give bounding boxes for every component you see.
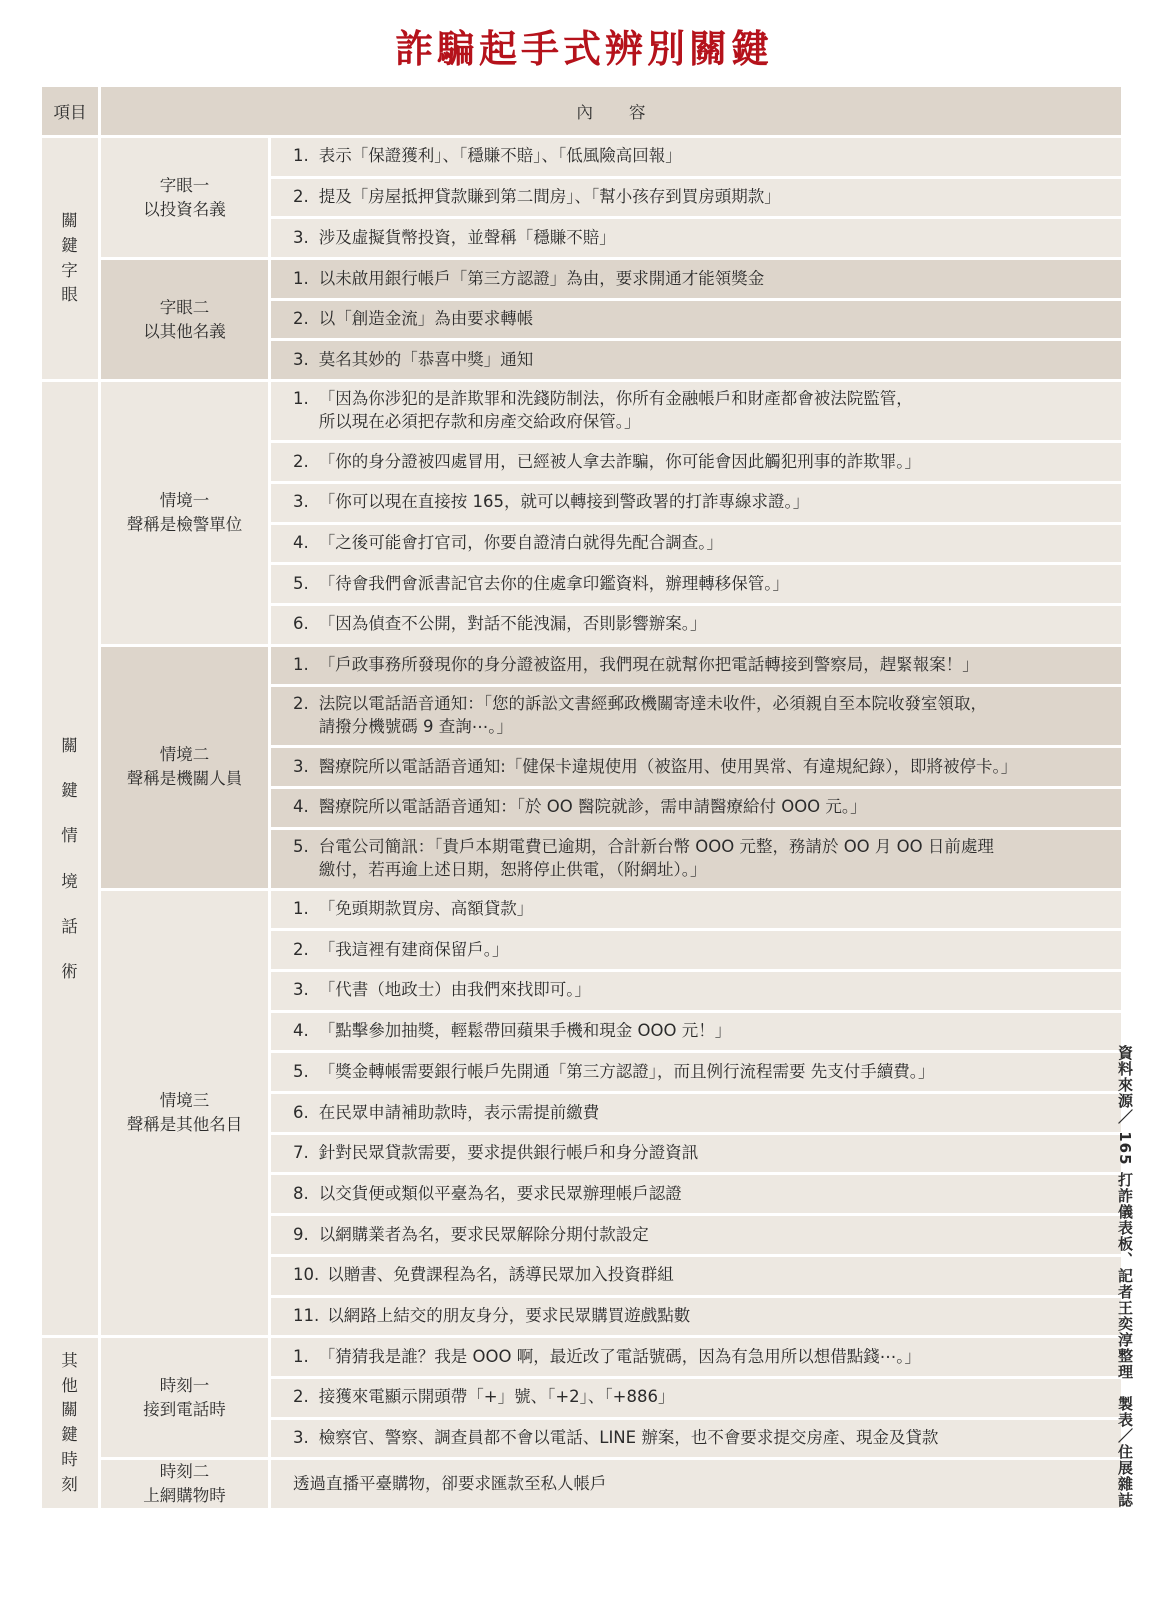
table-row bbox=[42, 647, 1121, 685]
item-text: 以未啟用銀行帳戶「第三方認證」為由，要求開通才能領獎金 bbox=[318, 268, 765, 288]
item-text: 「免頭期款買房、高額貸款」 bbox=[318, 899, 534, 919]
group-label: 時刻二 上網購物時 bbox=[101, 1460, 268, 1508]
category-cell: 其 他 關 鍵 時 刻 bbox=[42, 1338, 98, 1508]
item-text: 「因為偵查不公開，對話不能洩漏，否則影響辦案。」 bbox=[318, 614, 707, 634]
item-number: 2. bbox=[293, 694, 309, 714]
list-item bbox=[293, 145, 1115, 168]
table-row bbox=[42, 891, 1121, 929]
item-number: 4. bbox=[293, 1021, 309, 1041]
item-number: 1. bbox=[293, 1346, 309, 1366]
list-item bbox=[293, 613, 1115, 636]
category-cell: 關 鍵 字 眼 bbox=[42, 138, 98, 379]
item-cell bbox=[271, 1013, 1121, 1051]
item-text: 以贈書、免費課程為名，誘導民眾加入投資群組 bbox=[327, 1265, 674, 1285]
item-text: 「戶政事務所發現你的身分證被盜用，我們現在就幫你把電話轉接到警察局，趕緊報案！」 bbox=[318, 655, 979, 675]
item-number: 1. bbox=[293, 146, 309, 166]
list-item bbox=[293, 1102, 1115, 1125]
table-row bbox=[42, 138, 1121, 176]
item-text: 「因為你涉犯的是詐欺罪和洗錢防制法，你所有金融帳戶和財產都會被法院監管， 所以現在必須把存款和房產交給政府保管。」 bbox=[318, 389, 913, 432]
list-item bbox=[293, 1061, 1115, 1084]
item-text: 「我這裡有建商保留戶。」 bbox=[318, 939, 509, 959]
item-number: 1. bbox=[293, 655, 309, 675]
item-number: 4. bbox=[293, 797, 309, 817]
item-number: 3. bbox=[293, 349, 309, 369]
item-number: 5. bbox=[293, 1061, 309, 1081]
list-item bbox=[293, 1346, 1115, 1369]
page-title: 詐騙起手式辨別關鍵 bbox=[394, 26, 773, 71]
item-number: 3. bbox=[293, 756, 309, 776]
list-item bbox=[293, 756, 1115, 779]
fraud-table bbox=[39, 84, 1124, 1511]
category-cell: 關 鍵 情 境 話 術 bbox=[42, 382, 98, 1335]
item-text: 醫療院所以電話語音通知：「於 OO 醫院就診，需申請醫療給付 OOO 元。」 bbox=[318, 797, 867, 817]
item-text: 「你的身分證被四處冒用，已經被人拿去詐騙，你可能會因此觸犯刑事的詐欺罪。」 bbox=[318, 451, 921, 471]
item-number: 7. bbox=[293, 1143, 309, 1163]
item-number: 1. bbox=[293, 899, 309, 919]
list-item bbox=[293, 349, 1115, 372]
item-cell bbox=[271, 789, 1121, 827]
list-item bbox=[293, 1427, 1115, 1450]
item-text: 提及「房屋抵押貸款賺到第二間房」、「幫小孩存到買房頭期款」 bbox=[318, 187, 781, 207]
list-item bbox=[293, 388, 1115, 434]
item-text: 法院以電話語音通知：「您的訴訟文書經郵政機關寄達未收件，必須親自至本院收發室領取， 請撥分機號碼 9 查詢⋯。」 bbox=[318, 694, 987, 737]
item-text: 透過直播平臺購物，卻要求匯款至私人帳戶 bbox=[293, 1473, 607, 1493]
item-cell bbox=[271, 219, 1121, 257]
item-number: 2. bbox=[293, 1387, 309, 1407]
list-item bbox=[293, 1473, 1115, 1496]
list-item bbox=[293, 491, 1115, 514]
item-cell bbox=[271, 931, 1121, 969]
item-cell bbox=[271, 1298, 1121, 1336]
list-item bbox=[293, 693, 1115, 739]
item-number: 5. bbox=[293, 573, 309, 593]
list-item bbox=[293, 654, 1115, 677]
item-text: 「點擊參加抽獎，輕鬆帶回蘋果手機和現金 OOO 元！」 bbox=[318, 1021, 732, 1041]
item-text: 在民眾申請補助款時，表示需提前繳費 bbox=[318, 1102, 600, 1122]
item-number: 1. bbox=[293, 389, 309, 409]
list-item bbox=[293, 1224, 1115, 1247]
item-text: 醫療院所以電話語音通知:「健保卡違規使用（被盜用、使用異常、有違規紀錄），即將被停卡。」 bbox=[318, 756, 1018, 776]
item-cell bbox=[271, 748, 1121, 786]
item-cell bbox=[271, 1338, 1121, 1376]
list-item bbox=[293, 1183, 1115, 1206]
item-cell bbox=[271, 179, 1121, 217]
group-label: 時刻一 接到電話時 bbox=[101, 1338, 268, 1457]
group-label: 字眼二 以其他名義 bbox=[101, 260, 268, 379]
item-number: 3. bbox=[293, 1428, 309, 1448]
group-label: 字眼一 以投資名義 bbox=[101, 138, 268, 257]
item-cell bbox=[271, 382, 1121, 440]
item-cell bbox=[271, 138, 1121, 176]
list-item bbox=[293, 898, 1115, 921]
list-item bbox=[293, 268, 1115, 291]
item-number: 3. bbox=[293, 227, 309, 247]
group-label: 情境二 聲稱是機關人員 bbox=[101, 647, 268, 888]
item-text: 涉及虛擬貨幣投資，並聲稱「穩賺不賠」 bbox=[318, 227, 616, 247]
item-cell bbox=[271, 687, 1121, 745]
table-row bbox=[42, 382, 1121, 440]
item-text: 「待會我們會派書記官去你的住處拿印鑑資料，辦理轉移保管。」 bbox=[318, 573, 789, 593]
header-item: 項目 bbox=[42, 87, 98, 135]
item-number: 8. bbox=[293, 1183, 309, 1203]
item-text: 「獎金轉帳需要銀行帳戶先開通「第三方認證」，而且例行流程需要 先支付手續費。」 bbox=[318, 1061, 935, 1081]
item-cell bbox=[271, 891, 1121, 929]
item-cell bbox=[271, 647, 1121, 685]
item-cell bbox=[271, 1420, 1121, 1458]
source-note: 資料來源／ 165 打詐儀表板、記者王奕淳整理 製表／住展雜誌 bbox=[1116, 1045, 1134, 1508]
list-item bbox=[293, 836, 1115, 882]
table-row bbox=[42, 260, 1121, 298]
item-number: 2. bbox=[293, 451, 309, 471]
item-number: 6. bbox=[293, 1102, 309, 1122]
item-text: 「代書（地政士）由我們來找即可。」 bbox=[318, 980, 591, 1000]
list-item bbox=[293, 227, 1115, 250]
item-number: 3. bbox=[293, 492, 309, 512]
item-cell bbox=[271, 565, 1121, 603]
item-number: 1. bbox=[293, 268, 309, 288]
item-text: 針對民眾貸款需要，要求提供銀行帳戶和身分證資訊 bbox=[318, 1143, 699, 1163]
item-cell bbox=[271, 1216, 1121, 1254]
item-text: 台電公司簡訊：「貴戶本期電費已逾期，合計新台幣 OOO 元整，務請於 OO 月 OO 日前處理 繳付，若再逾上述日期，恕將停止供電，（附網址）。」 bbox=[318, 836, 994, 879]
item-cell bbox=[271, 1257, 1121, 1295]
item-cell bbox=[271, 341, 1121, 379]
item-text: 以「創造金流」為由要求轉帳 bbox=[318, 309, 534, 329]
item-cell bbox=[271, 1135, 1121, 1173]
item-number: 2. bbox=[293, 939, 309, 959]
table-row bbox=[42, 1460, 1121, 1508]
item-cell bbox=[271, 1094, 1121, 1132]
item-cell bbox=[271, 301, 1121, 339]
item-number: 9. bbox=[293, 1224, 309, 1244]
item-cell bbox=[271, 260, 1121, 298]
list-item bbox=[293, 1264, 1115, 1287]
item-cell bbox=[271, 972, 1121, 1010]
item-number: 10. bbox=[293, 1265, 320, 1285]
list-item bbox=[293, 573, 1115, 596]
item-number: 6. bbox=[293, 614, 309, 634]
item-number: 4. bbox=[293, 532, 309, 552]
item-text: 接獲來電顯示開頭帶「+」號、「+2」、「+886」 bbox=[318, 1387, 675, 1407]
list-item bbox=[293, 1386, 1115, 1409]
item-text: 以網購業者為名，要求民眾解除分期付款設定 bbox=[318, 1224, 649, 1244]
group-label: 情境一 聲稱是檢警單位 bbox=[101, 382, 268, 643]
item-text: 莫名其妙的「恭喜中獎」通知 bbox=[318, 349, 534, 369]
list-item bbox=[293, 939, 1115, 962]
table-row bbox=[42, 1338, 1121, 1376]
item-text: 「你可以現在直接按 165，就可以轉接到警政署的打詐專線求證。」 bbox=[318, 492, 810, 512]
item-number: 2. bbox=[293, 309, 309, 329]
item-number: 5. bbox=[293, 836, 309, 856]
list-item bbox=[293, 979, 1115, 1002]
item-cell bbox=[271, 1175, 1121, 1213]
item-text: 以交貨便或類似平臺為名，要求民眾辦理帳戶認證 bbox=[318, 1183, 682, 1203]
header-content: 內容 bbox=[101, 87, 1121, 135]
list-item bbox=[293, 796, 1115, 819]
item-cell bbox=[271, 606, 1121, 644]
item-cell bbox=[271, 525, 1121, 563]
item-cell bbox=[271, 1460, 1121, 1508]
list-item bbox=[293, 1142, 1115, 1165]
list-item bbox=[293, 186, 1115, 209]
item-text: 以網路上結交的朋友身分，要求民眾購買遊戲點數 bbox=[327, 1305, 691, 1325]
item-cell bbox=[271, 484, 1121, 522]
table-header-row bbox=[42, 87, 1121, 135]
item-text: 「猜猜我是誰？我是 OOO 啊，最近改了電話號碼，因為有急用所以想借點錢⋯。」 bbox=[318, 1346, 921, 1366]
item-number: 3. bbox=[293, 980, 309, 1000]
list-item bbox=[293, 1305, 1115, 1328]
item-text: 表示「保證獲利」、「穩賺不賠」、「低風險高回報」 bbox=[318, 146, 682, 166]
item-text: 檢察官、警察、調查員都不會以電話、LINE 辦案，也不會要求提交房產、現金及貸款 bbox=[318, 1428, 939, 1448]
list-item bbox=[293, 308, 1115, 331]
list-item bbox=[293, 532, 1115, 555]
item-cell bbox=[271, 1379, 1121, 1417]
item-number: 2. bbox=[293, 187, 309, 207]
item-text: 「之後可能會打官司，你要自證清白就得先配合調查。」 bbox=[318, 532, 723, 552]
item-cell bbox=[271, 1053, 1121, 1091]
list-item bbox=[293, 451, 1115, 474]
item-number: 11. bbox=[293, 1305, 320, 1325]
group-label: 情境三 聲稱是其他名目 bbox=[101, 891, 268, 1336]
item-cell bbox=[271, 443, 1121, 481]
list-item bbox=[293, 1020, 1115, 1043]
item-cell bbox=[271, 830, 1121, 888]
